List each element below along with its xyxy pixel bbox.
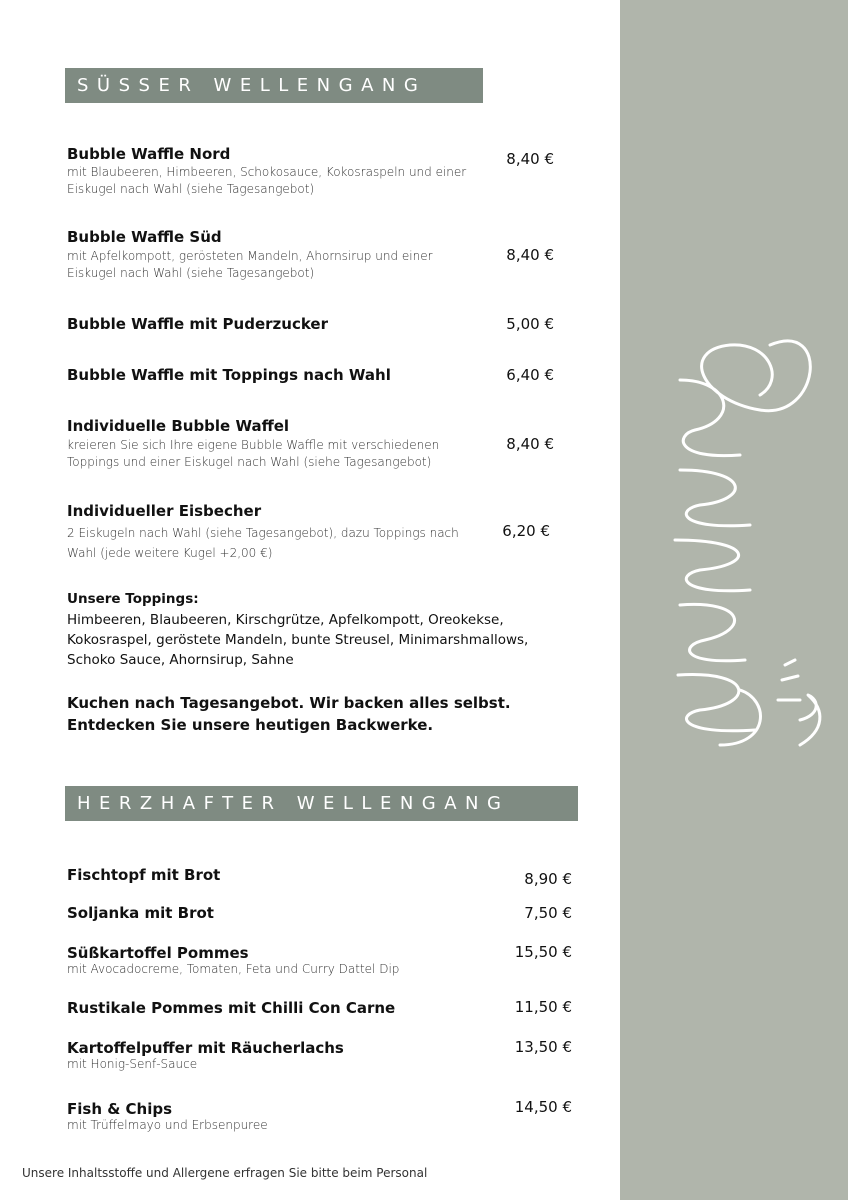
section-header-savory: HERZHAFTER WELLENGANG xyxy=(65,786,578,821)
toppings-list: Himbeeren, Blaubeeren, Kirschgrütze, Apfelkompott, Oreokekse, Kokosraspel, geröstete Mandeln, bunte Streusel, Minimarshmallows, Schoko Sauce, Ahornsirup, Sahne xyxy=(67,612,529,668)
menu-item-name: Bubble Waffle mit Puderzucker xyxy=(67,315,328,333)
menu-item-name: Fish & Chips xyxy=(67,1100,173,1118)
menu-item-name: Süßkartoffel Pommes xyxy=(67,944,249,962)
menu-item-name: Bubble Waffle mit Toppings nach Wahl xyxy=(67,366,391,384)
menu-item-name: Individueller Eisbecher xyxy=(67,502,262,520)
menu-item-name: Bubble Waffle Nord xyxy=(67,145,231,163)
menu-item-name: Soljanka mit Brot xyxy=(67,904,214,922)
cake-note: Kuchen nach Tagesangebot. Wir backen alles selbst. Entdecken Sie unsere heutigen Backwerke. xyxy=(67,694,511,734)
menu-item-price: 7,50 € xyxy=(524,904,572,922)
wellengang-logo xyxy=(620,0,848,1200)
menu-item-description: 2 Eiskugeln nach Wahl (siehe Tagesangebot), dazu Toppings nach Wahl (jede weitere Kugel +2,00 €) xyxy=(67,526,459,560)
menu-item-description: mit Blaubeeren, Himbeeren, Schokosauce, Kokosraspeln und einer Eiskugel nach Wahl (siehe Tagesangebot) xyxy=(67,165,467,196)
menu-item-description: mit Honig-Senf-Sauce xyxy=(67,1057,198,1071)
menu-item-name: Rustikale Pommes mit Chilli Con Carne xyxy=(67,999,396,1017)
menu-item-price: 8,40 € xyxy=(506,246,554,264)
menu-item-price: 6,40 € xyxy=(506,366,554,384)
menu-item-price: 8,90 € xyxy=(524,870,572,888)
menu-item-price: 13,50 € xyxy=(514,1038,572,1056)
brand-sidebar xyxy=(620,0,848,1200)
menu-item-price: 11,50 € xyxy=(514,998,572,1016)
menu-item-price: 6,20 € xyxy=(502,522,550,540)
toppings-title: Unsere Toppings: xyxy=(67,591,199,607)
menu-item-name: Kartoffelpuffer mit Räucherlachs xyxy=(67,1039,344,1057)
menu-item-name: Fischtopf mit Brot xyxy=(67,866,221,884)
menu-item-price: 8,40 € xyxy=(506,150,554,168)
menu-item-price: 14,50 € xyxy=(514,1098,572,1116)
menu-item-description: kreieren Sie sich Ihre eigene Bubble Waffle mit verschiedenen Toppings und einer Eiskugel nach Wahl (siehe Tagesangebot) xyxy=(67,438,440,469)
allergen-note: Unsere Inhaltsstoffe und Allergene erfragen Sie bitte beim Personal xyxy=(22,1166,428,1180)
menu-item-description: mit Avocadocreme, Tomaten, Feta und Curry Dattel Dip xyxy=(67,962,400,976)
menu-item-price: 5,00 € xyxy=(506,315,554,333)
menu-item-name: Bubble Waffle Süd xyxy=(67,228,222,246)
section-header-sweet: SÜSSER WELLENGANG xyxy=(65,68,483,103)
menu-item-name: Individuelle Bubble Waffel xyxy=(67,417,290,435)
menu-item-description: mit Trüffelmayo und Erbsenpuree xyxy=(67,1118,268,1132)
menu-item-price: 8,40 € xyxy=(506,435,554,453)
menu-item-price: 15,50 € xyxy=(514,943,572,961)
menu-item-description: mit Apfelkompott, gerösteten Mandeln, Ahornsirup und einer Eiskugel nach Wahl (siehe Tagesangebot) xyxy=(67,249,433,280)
